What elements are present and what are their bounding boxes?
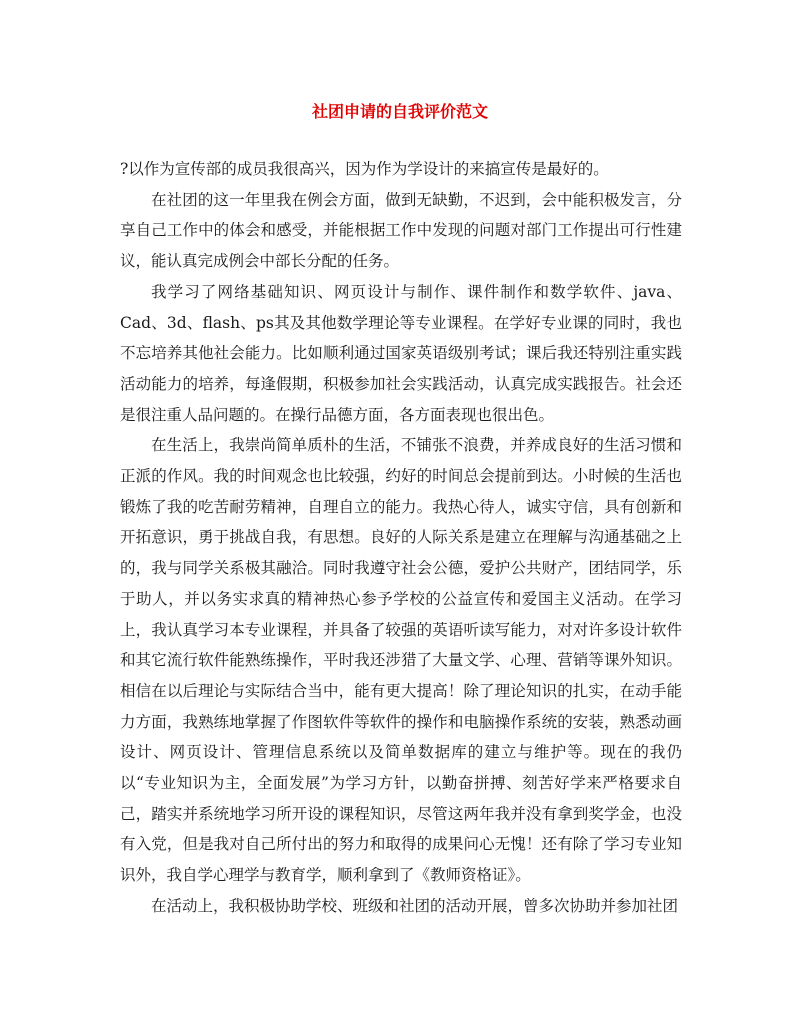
document-title: 社团申请的自我评价范文	[311, 102, 488, 121]
paragraph-meetings: 在社团的这一年里我在例会方面，做到无缺勤，不迟到，会中能积极发言，分享自己工作中的体会和感受，并能根据工作中发现的问题对部门工作提出可行性建议，能认真完成例会中部长分配的任务。	[120, 190, 682, 271]
paragraph-activities: 在活动上，我积极协助学校、班级和社团的活动开展，曾多次协助并参加社团	[151, 896, 679, 915]
paragraph-life: 在生活上，我崇尚简单质朴的生活，不铺张不浪费，并养成良好的生活习惯和正派的作风。我的时间观念也比较强，约好的时间总会提前到达。小时候的生活也锻炼了我的吃苦耐劳精神，自理自立的能力。我热心待人，诚实守信，具有创新和开拓意识，勇于挑战自我，有思想。良好的人际关系是建立在理解与沟通基础之上的，我与同学关系极其融洽。同时我遵守社会公德，爱护公共财产，团结同学，乐于助人，并以务实求真的精神热心参予学校的公益宣传和爱国主义活动。在学习上，我认真学习本专业课程，并具备了较强的英语听读写能力，对对许多设计软件和其它流行软件能熟练操作，平时我还涉猎了大量文学、心理、营销等课外知识。相信在以后理论与实际结合当中，能有更大提高！除了理论知识的扎实，在动手能力方面，我熟练地掌握了作图软件等软件的操作和电脑操作系统的安装，熟悉动画设计、网页设计、管理信息系统以及简单数据库的建立与维护等。现在的我仍以“专业知识为主，全面发展”为学习方针，以勤奋拼搏、刻苦好学来严格要求自己，踏实并系统地学习所开设的课程知识，尽管这两年我并没有拿到奖学金，也没有入党，但是我对自己所付出的努力和取得的成果问心无愧！还有除了学习专业知识外，我自学心理学与教育学，顺利拿到了《教师资格证》。	[120, 436, 682, 885]
document-body	[120, 154, 682, 922]
paragraph-intro: ?以作为宣传部的成员我很高兴，因为作为学设计的来搞宣传是最好的。	[120, 160, 609, 178]
paragraph-studies: 我学习了网络基础知识、网页设计与制作、课件制作和数学软件、java、Cad、3d、flash、ps其及其他数学理论等专业课程。在学好专业课的同时，我也不忘培养其他社会能力。比如顺利通过国家英语级别考试；课后我还特别注重实践活动能力的培养，每逢假期，积极参加社会实践活动，认真完成实践报告。社会还是很注重人品问题的。在操行品德方面，各方面表现也很出色。	[120, 282, 682, 424]
